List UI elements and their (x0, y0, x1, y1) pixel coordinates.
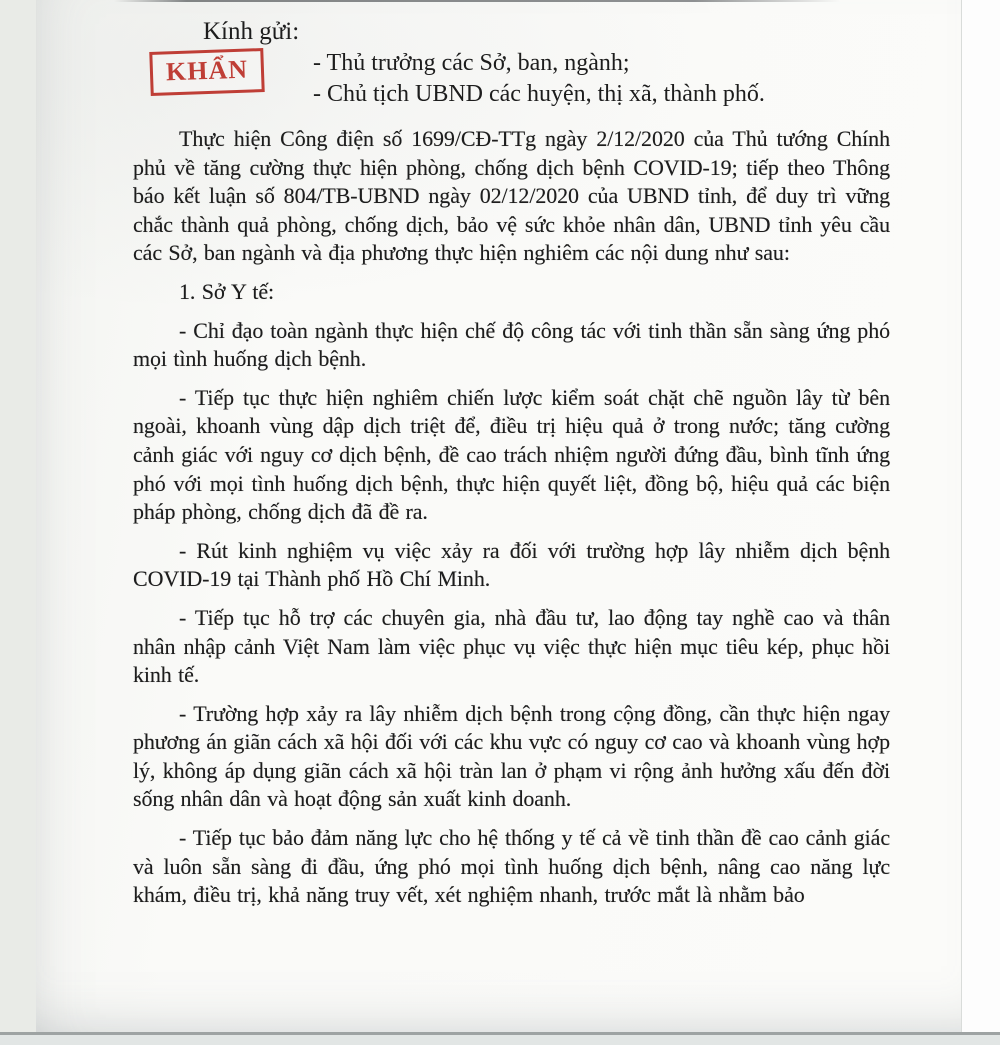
directive-paragraph-2: - Tiếp tục thực hiện nghiêm chiến lược kiểm soát chặt chẽ nguồn lây từ bên ngoài, khoanh vùng dập dịch triệt để, điều trị hiệu quả ở trong nước; tăng cường cảnh giác với nguy cơ dịch bệnh, đề cao trách nhiệm người đứng đầu, bình tĩnh ứng phó với mọi tình huống dịch bệnh, thực hiện quyết liệt, đồng bộ, hiệu quả các biện pháp phòng, chống dịch đã đề ra. (133, 384, 890, 525)
recipient-list (313, 48, 765, 109)
document-body (133, 125, 890, 920)
salutation: Kính gửi: (203, 18, 300, 45)
intro-paragraph: Thực hiện Công điện số 1699/CĐ-TTg ngày 2/12/2020 của Thủ tướng Chính phủ về tăng cường thực hiện phòng, chống dịch bệnh COVID-19; tiếp theo Thông báo kết luận số 804/TB-UBND ngày 02/12/2020 của UBND tỉnh, để duy trì vững chắc thành quả phòng, chống dịch, bảo vệ sức khỏe nhân dân, UBND tỉnh yêu cầu các Sở, ban ngành và địa phương thực hiện nghiêm các nội dung như sau: (133, 126, 890, 266)
urgency-stamp: KHẨN (149, 48, 264, 96)
directive-paragraph-4: - Tiếp tục hỗ trợ các chuyên gia, nhà đầu tư, lao động tay nghề cao và thân nhân nhập cảnh Việt Nam làm việc phục vụ việc thực hiện mục tiêu kép, phục hồi kinh tế. (133, 604, 890, 688)
page-top-edge-shadow (114, 0, 840, 2)
section-1-heading: 1. Sở Y tế: (179, 278, 275, 304)
directive-paragraph-5: - Trường hợp xảy ra lây nhiễm dịch bệnh trong cộng đồng, cần thực hiện ngay phương án giãn cách xã hội đối với các khu vực có nguy cơ cao và khoanh vùng hợp lý, không áp dụng giãn cách xã hội tràn lan ở phạm vi rộng ảnh hưởng xấu đến đời sống nhân dân và hoạt động sản xuất kinh doanh. (133, 700, 890, 812)
scan-left-margin (0, 0, 36, 1032)
directive-paragraph-1: - Chỉ đạo toàn ngành thực hiện chế độ công tác với tinh thần sẵn sàng ứng phó mọi tình huống dịch bệnh. (133, 317, 890, 372)
recipient-line-2: - Chủ tịch UBND các huyện, thị xã, thành phố. (313, 80, 765, 107)
recipient-line-1: - Thủ trưởng các Sở, ban, ngành; (313, 50, 630, 76)
scan-bottom-margin (0, 1032, 1000, 1045)
directive-paragraph-6: - Tiếp tục bảo đảm năng lực cho hệ thống y tế cả về tinh thần đề cao cảnh giác và luôn sẵn sàng đi đầu, ứng phó mọi tình huống dịch bệnh, nâng cao năng lực khám, điều trị, khả năng truy vết, xét nghiệm nhanh, trước mắt là nhằm bảo (133, 825, 890, 908)
directive-paragraph-3: - Rút kinh nghiệm vụ việc xảy ra đối với trường hợp lây nhiễm dịch bệnh COVID-19 tại Thành phố Hồ Chí Minh. (133, 537, 890, 592)
document-page (36, 0, 962, 1032)
